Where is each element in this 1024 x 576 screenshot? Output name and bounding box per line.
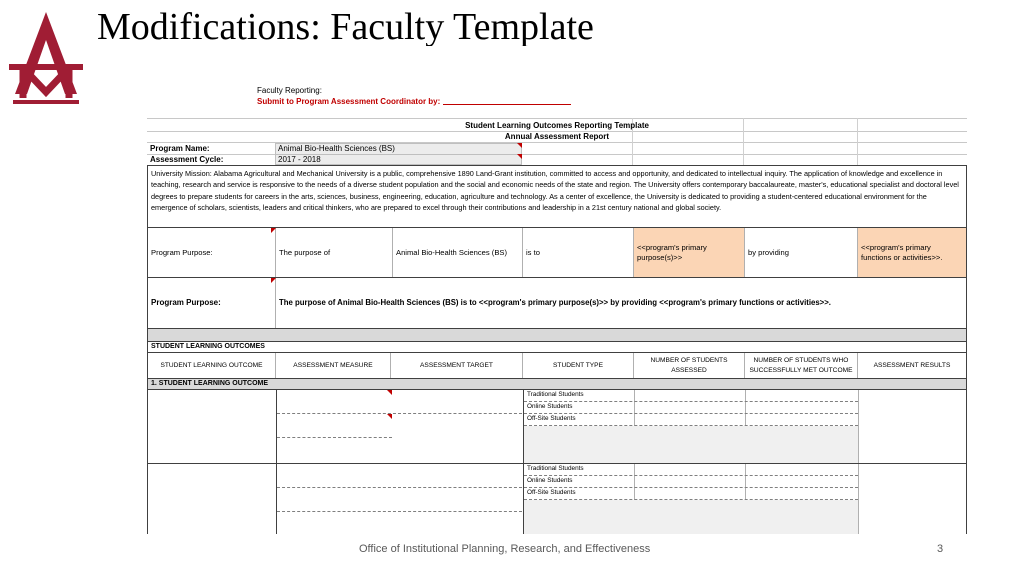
col-header-student-type: STUDENT TYPE [523, 353, 634, 378]
comment-marker [271, 278, 276, 283]
student-type-row [524, 402, 858, 414]
comment-marker [517, 154, 522, 159]
comment-marker [271, 228, 276, 233]
program-purpose-label: Program Purpose: [148, 228, 276, 277]
student-type-label: Off-Site Students [527, 489, 576, 496]
blank-area [524, 426, 858, 463]
primary-functions-field[interactable]: <<program's primary functions or activities>>. [858, 228, 966, 277]
grid-line [857, 118, 858, 166]
student-type-label: Traditional Students [527, 465, 584, 472]
comment-marker [387, 414, 392, 419]
col-header-target: ASSESSMENT TARGET [391, 353, 523, 378]
program-purpose-row [147, 228, 967, 278]
grid-line [147, 142, 967, 143]
purpose-of-cell: The purpose of [276, 228, 393, 277]
submit-deadline-blank[interactable] [443, 104, 571, 105]
col-header-measure: ASSESSMENT MEASURE [276, 353, 391, 378]
student-type-label: Off-Site Students [527, 415, 576, 422]
separator-bar [147, 329, 967, 342]
slide-title: Modifications: Faculty Template [97, 6, 594, 46]
program-purpose-full-row [147, 278, 967, 329]
outcome-1-body [147, 390, 967, 534]
student-type-label: Traditional Students [527, 391, 584, 398]
program-name-field[interactable]: Animal Bio-Health Sciences (BS) [275, 143, 522, 155]
purpose-program-cell: Animal Bio-Health Sciences (BS) [393, 228, 523, 277]
submit-deadline-label: Submit to Program Assessment Coordinator by: [257, 97, 441, 106]
col-header-outcome: STUDENT LEARNING OUTCOME [148, 353, 276, 378]
measure-target-cell[interactable] [277, 488, 522, 512]
page-number: 3 [937, 543, 944, 555]
grid-line [147, 118, 967, 119]
template-subtitle: Annual Assessment Report [504, 132, 610, 141]
col-header-met: NUMBER OF STUDENTS WHO SUCCESSFULLY MET OUTCOME [745, 353, 858, 378]
primary-purpose-field[interactable]: <<program's primary purpose(s)>> [634, 228, 745, 277]
col-header-results: ASSESSMENT RESULTS [873, 361, 951, 369]
program-purpose-full-label: Program Purpose: [148, 278, 276, 328]
student-type-label: Online Students [527, 403, 573, 410]
aamu-logo [5, 6, 87, 106]
col-header-assessed: NUMBER OF STUDENTS ASSESSED [634, 353, 745, 378]
by-providing-cell: by providing [745, 228, 858, 277]
program-purpose-full-text: The purpose of Animal Bio-Health Sciences (BS) is to <<program's primary purpose(s)>> by providing <<program's primary functions or activities>>. [279, 298, 831, 308]
measure-target-cell[interactable] [277, 464, 522, 488]
slo-section-label: STUDENT LEARNING OUTCOMES [147, 342, 967, 353]
student-type-row [524, 476, 858, 488]
grid-line [858, 390, 859, 534]
program-name-label: Program Name: [150, 144, 210, 153]
blank-area [524, 500, 858, 534]
grid-line [743, 118, 744, 166]
faculty-template-sheet [147, 84, 967, 534]
purpose-is-to-cell: is to [523, 228, 634, 277]
submit-deadline-line [257, 97, 571, 107]
footer-text: Office of Institutional Planning, Research, and Effectiveness [359, 543, 651, 555]
student-type-label: Online Students [527, 477, 573, 484]
comment-marker [517, 143, 522, 148]
assessment-cycle-label: Assessment Cycle: [150, 155, 224, 164]
comment-marker [387, 390, 392, 395]
outcome-1-label: 1. STUDENT LEARNING OUTCOME [147, 379, 967, 390]
university-mission: University Mission: Alabama Agricultural and Mechanical University is a public, comprehensive 1890 Land-Grant institution, committed to access and opportunity, and dedicated to intellectual inquiry. The application of knowledge and excellence in teaching, research and service is responsive to the needs of a diverse student population and the social and economic needs of the state and region. The University offers contemporary baccalaureate, master's, educational specialist and doctoral level degrees to prepare students for careers in the arts, sciences, business, engineering, education, agriculture and technology. As a center of excellence, the University is dedicated to providing a student-centered educational environment for the emergence of scholars, scientists, leaders and critical thinkers, who are prepared to excel through their contributions and leadership in a 21st century national and global society. [147, 165, 967, 228]
column-header-row [147, 353, 967, 379]
faculty-reporting-label: Faculty Reporting: [257, 86, 322, 95]
measure-target-cell[interactable] [277, 390, 522, 414]
grid-line [147, 154, 967, 155]
template-title: Student Learning Outcomes Reporting Template [465, 121, 649, 130]
assessment-cycle-field[interactable]: 2017 - 2018 [275, 154, 522, 165]
measure-cell[interactable] [277, 414, 392, 438]
